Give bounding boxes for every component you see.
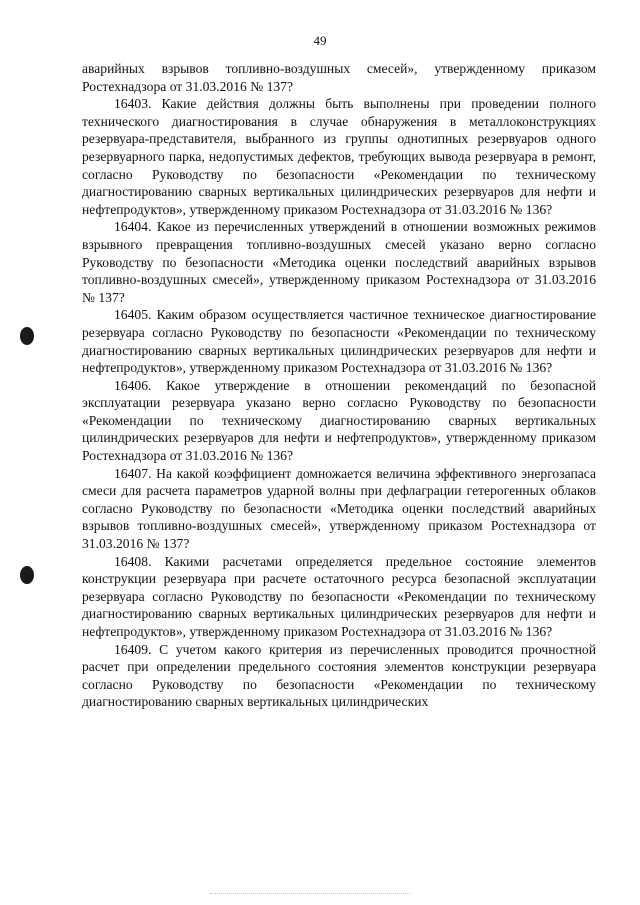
question-16406: 16406. Какое утверждение в отношении рекомендаций по безопасной эксплуатации резервуара указано верно согласно Руководству по безопасности «Рекомендации по техническому диагностированию сварных вертикальных цилиндрических резервуаров для нефти и нефтепродуктов», утвержденному приказом Ростехнадзора от 31.03.2016 № 136? bbox=[82, 377, 596, 464]
scan-edge-line bbox=[210, 893, 410, 895]
question-16405: 16405. Каким образом осуществляется частичное техническое диагностирование резервуара согласно Руководству по безопасности «Рекомендации по техническому диагностированию сварных вертикальных цилиндрических резервуаров для нефти и нефтепродуктов», утвержденному приказом Ростехнадзора от 31.03.2016 № 136? bbox=[82, 307, 596, 376]
question-16404: 16404. Какое из перечисленных утверждений в отношении возможных режимов взрывного превращения топливно-воздушных смесей указано верно согласно Руководству по безопасности «Методика оценки последствий аварийных взрывов топливно-воздушных смесей», утвержденному приказом Ростехнадзора от 31.03.2016 № 137? bbox=[82, 219, 596, 305]
punch-hole-mark bbox=[20, 566, 34, 584]
punch-hole-mark bbox=[20, 327, 34, 345]
paragraph-continuation: аварийных взрывов топливно-воздушных смесей», утвержденному приказом Ростехнадзора от 31.03.2016 № 137? bbox=[82, 61, 596, 94]
page-number: 49 bbox=[313, 33, 327, 48]
document-body bbox=[82, 60, 596, 711]
question-16403: 16403. Какие действия должны быть выполнены при проведении полного технического диагностирования в случае обнаружения в металлоконструкциях резервуара-представителя, выбранного из группы однотипных резервуаров одного резервуарного парка, недопустимых дефектов, требующих вывода резервуара в ремонт, согласно Руководству по безопасности «Рекомендации по техническому диагностированию сварных вертикальных цилиндрических резервуаров для нефти и нефтепродуктов», утвержденному приказом Ростехнадзора от 31.03.2016 № 136? bbox=[82, 96, 596, 217]
question-16408: 16408. Какими расчетами определяется предельное состояние элементов конструкции резервуара при расчете остаточного ресурса безопасной эксплуатации резервуара согласно Руководству по безопасности «Рекомендации по техническому диагностированию сварных вертикальных цилиндрических резервуаров для нефти и нефтепродуктов», утвержденному приказом Ростехнадзора от 31.03.2016 № 136? bbox=[82, 553, 596, 639]
question-16409: 16409. С учетом какого критерия из перечисленных проводится прочностной расчет при определении предельного состояния элементов конструкции резервуара согласно Руководству по безопасности «Рекомендации по техническому диагностированию сварных вертикальных цилиндрических bbox=[82, 641, 596, 710]
question-16407: 16407. На какой коэффициент домножается величина эффективного энергозапаса смеси для расчета параметров ударной волны при дефлаграции гетерогенных облаков согласно Руководству по безопасности «Методика оценки последствий аварийных взрывов топливно-воздушных смесей», утвержденному приказом Ростехнадзора от 31.03.2016 № 137? bbox=[82, 465, 596, 552]
